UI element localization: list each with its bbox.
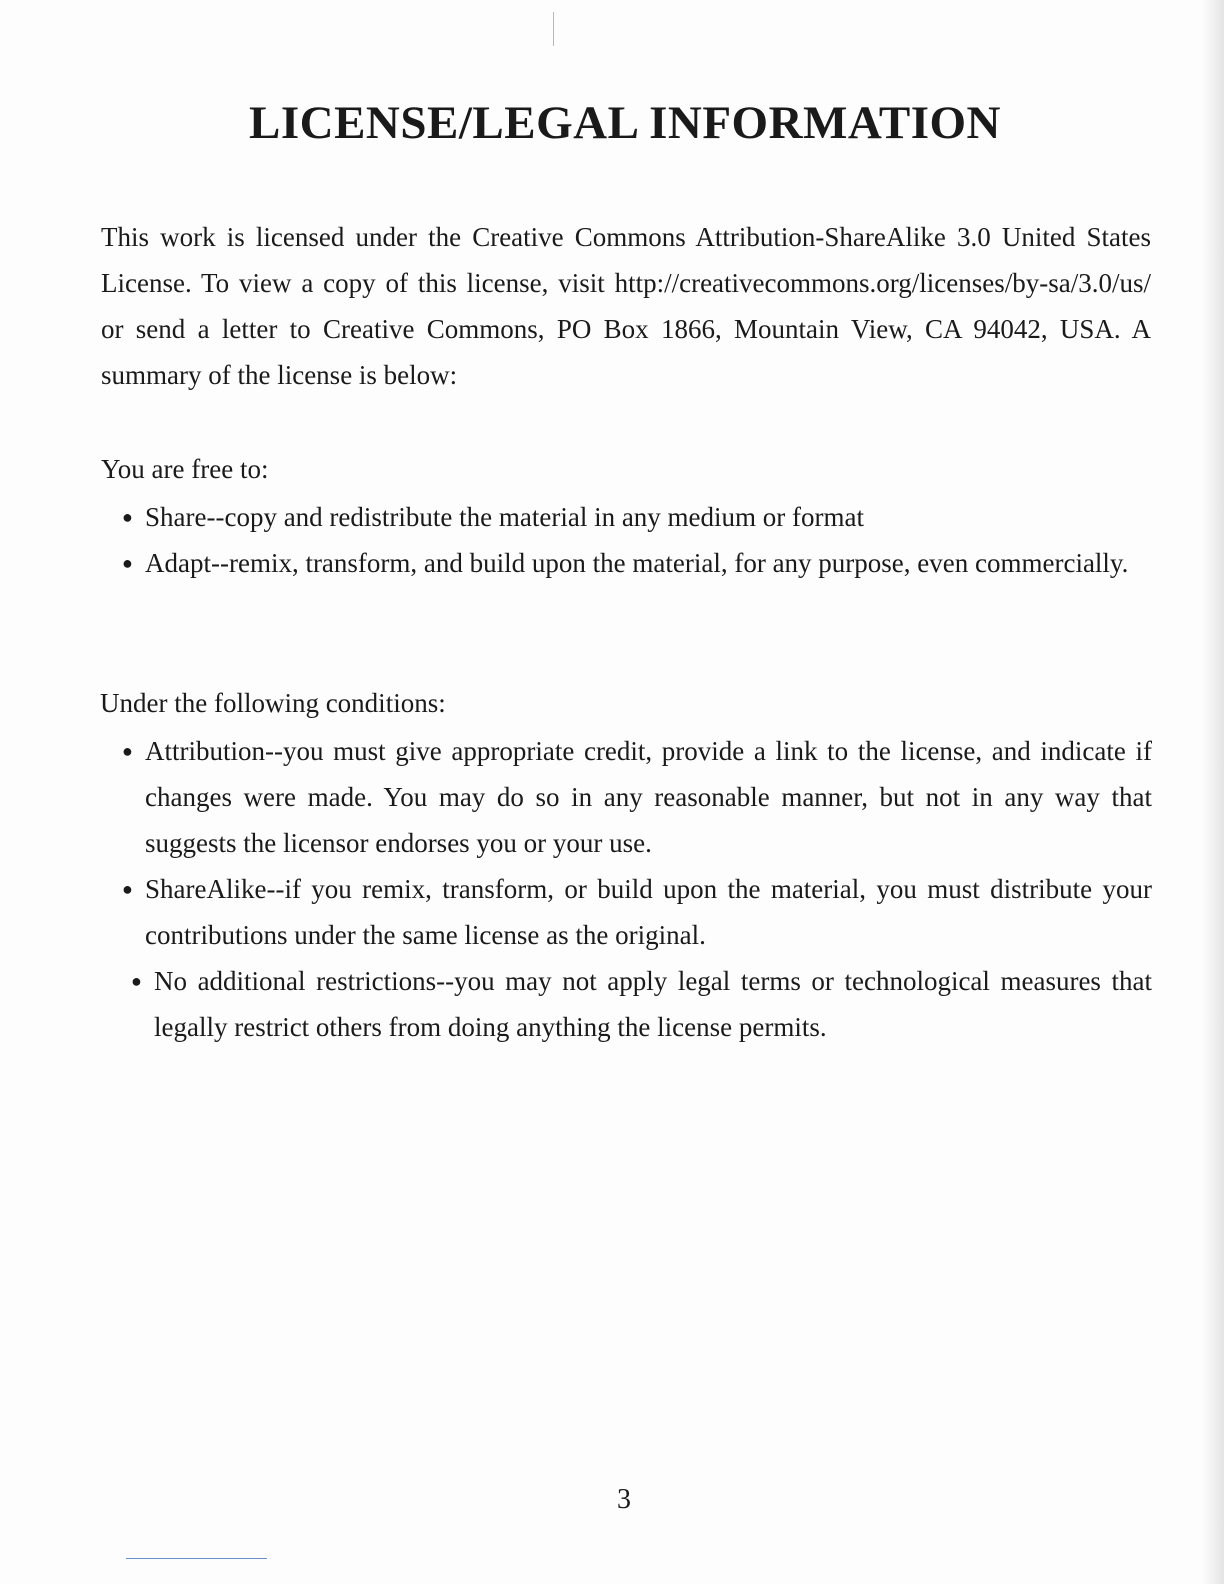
bullet-icon: ● bbox=[122, 507, 133, 527]
list-item-no-restrictions bbox=[130, 958, 1152, 1050]
scan-mark bbox=[553, 12, 554, 46]
bullet-icon: ● bbox=[131, 971, 142, 991]
page-title: LICENSE/LEGAL INFORMATION bbox=[248, 97, 1001, 149]
list-item-share bbox=[121, 494, 1152, 540]
conditions-list bbox=[121, 728, 1152, 1050]
license-intro-paragraph: This work is licensed under the Creative Commons Attribution-ShareAlike 3.0 United States License. To view a copy of this license, visit http://creativecommons.org/licenses/by-sa/3.0/us/ or send a letter to Creative Commons, PO Box 1866, Mountain View, CA 94042, USA. A summary of the license is below: bbox=[101, 222, 1151, 390]
list-item-sharealike bbox=[121, 866, 1152, 958]
conditions-heading: Under the following conditions: bbox=[100, 688, 446, 718]
page-number: 3 bbox=[617, 1484, 631, 1515]
list-item-text: ShareAlike--if you remix, transform, or build upon the material, you must distribute your contributions under the same license as the original. bbox=[145, 874, 1152, 950]
list-item-text: Share--copy and redistribute the material in any medium or format bbox=[145, 502, 865, 532]
list-item-text: Adapt--remix, transform, and build upon the material, for any purpose, even commercially. bbox=[145, 548, 1129, 578]
bullet-icon: ● bbox=[122, 879, 133, 899]
free-to-heading: You are free to: bbox=[101, 454, 269, 484]
bullet-icon: ● bbox=[122, 553, 133, 573]
freedoms-list bbox=[121, 494, 1152, 586]
list-item-adapt bbox=[121, 540, 1152, 586]
page-edge-shadow bbox=[1202, 0, 1224, 1584]
list-item-text: No additional restrictions--you may not apply legal terms or technological measures that legally restrict others from doing anything the license permits. bbox=[154, 966, 1152, 1042]
footnote-rule bbox=[126, 1558, 267, 1559]
list-item-text: Attribution--you must give appropriate credit, provide a link to the license, and indicate if changes were made. You may do so in any reasonable manner, but not in any way that suggests the licensor endorses you or your use. bbox=[145, 736, 1152, 858]
bullet-icon: ● bbox=[122, 741, 133, 761]
list-item-attribution bbox=[121, 728, 1152, 866]
